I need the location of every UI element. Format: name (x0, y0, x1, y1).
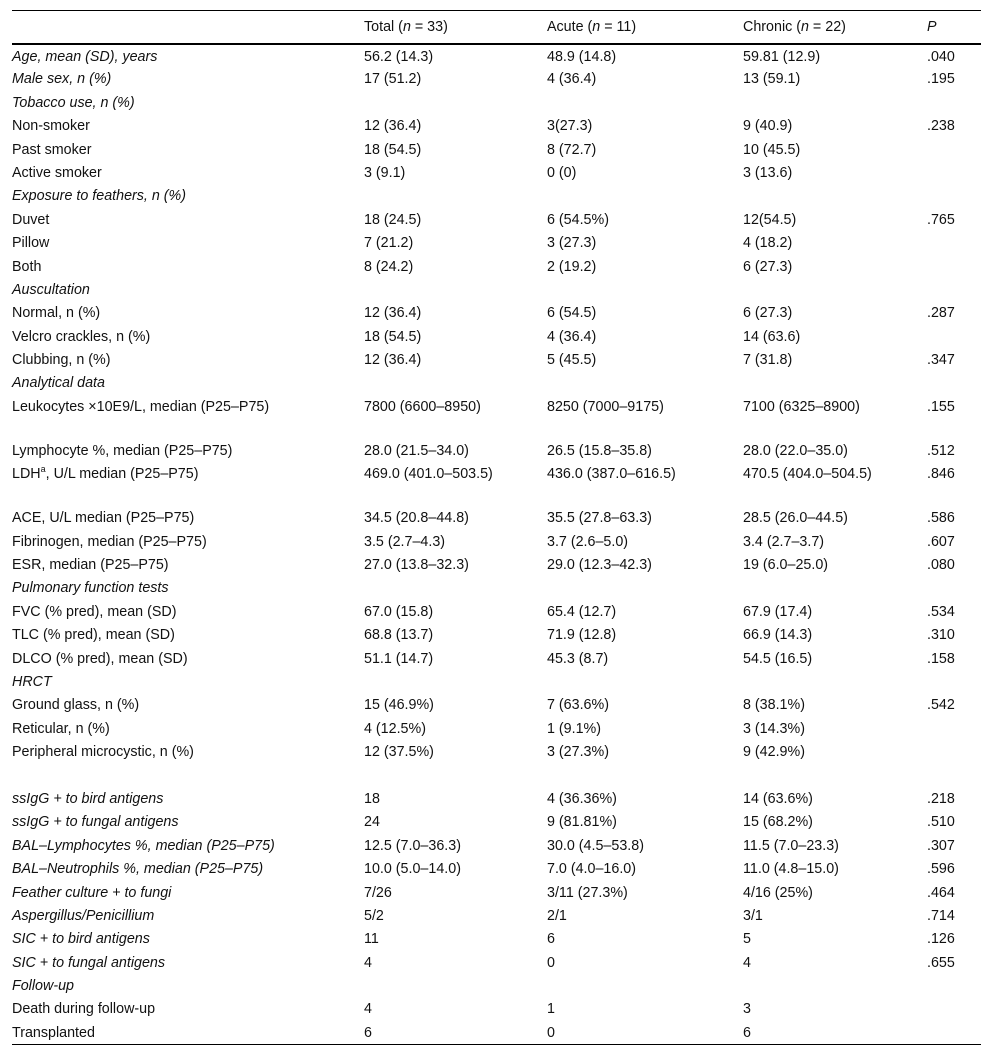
row-label: Fibrinogen, median (P25–P75) (12, 533, 207, 550)
cell-p (927, 255, 981, 278)
row-label: SIC + to bird antigens (12, 931, 150, 948)
cell-acute: 71.9 (12.8) (547, 627, 617, 644)
cell-chronic: 7100 (6325–8900) (743, 398, 860, 415)
header-label-blank (12, 11, 364, 45)
cell-acute: 3/11 (27.3%) (547, 884, 628, 901)
table-row (12, 904, 981, 927)
row-label: Exposure to feathers, n (%) (12, 188, 187, 205)
cell-acute: 3.7 (2.6–5.0) (547, 533, 629, 550)
cell-p: .586 (927, 510, 955, 527)
cell-p: .512 (927, 442, 955, 459)
cell-chronic: 3 (14.3%) (743, 720, 805, 737)
cell-acute: 6 (547, 931, 555, 948)
cell-total: 15 (46.9%) (364, 697, 434, 714)
row-label: Pillow (12, 235, 50, 252)
cell-p: .714 (927, 907, 955, 924)
cell-acute: 0 (547, 954, 555, 971)
cell-acute: 35.5 (27.8–63.3) (547, 510, 652, 527)
cell-p: .607 (927, 533, 955, 550)
cell-total: 7800 (6600–8950) (364, 398, 481, 415)
cell-p (927, 717, 981, 740)
cell-chronic: 8 (38.1%) (743, 697, 805, 714)
row-label: ssIgG + to bird antigens (12, 790, 164, 807)
cell-total (364, 371, 547, 394)
cell-p: .155 (927, 398, 955, 415)
header-acute: Acute (n = 11) (547, 11, 743, 45)
cell-p: .310 (927, 627, 955, 644)
row-label: Normal, n (%) (12, 305, 101, 322)
cell-chronic: 4/16 (25%) (743, 884, 813, 901)
cell-total: 68.8 (13.7) (364, 627, 434, 644)
row-label: Age, mean (SD), years (12, 49, 158, 65)
cell-chronic: 6 (27.3) (743, 258, 793, 275)
cell-chronic (743, 371, 927, 394)
cell-total: 27.0 (13.8–32.3) (364, 557, 469, 574)
table-row (12, 231, 981, 254)
cell-p: .158 (927, 650, 955, 667)
header-total: Total (n = 33) (364, 11, 547, 45)
cell-acute: 436.0 (387.0–616.5) (547, 466, 676, 483)
table-row (12, 951, 981, 974)
cell-total: 12 (36.4) (364, 305, 422, 322)
cell-total: 8 (24.2) (364, 258, 414, 275)
cell-chronic (743, 576, 927, 599)
cell-p (927, 974, 981, 997)
row-label: Active smoker (12, 164, 102, 181)
cell-p: .238 (927, 118, 955, 135)
row-label: Auscultation (12, 281, 90, 298)
cell-total: 12 (36.4) (364, 118, 422, 135)
cell-chronic: 470.5 (404.0–504.5) (743, 466, 872, 483)
cell-chronic: 3 (743, 1001, 751, 1018)
row-label: Duvet (12, 211, 50, 228)
characteristics-table (12, 10, 981, 1045)
row-label: Reticular, n (%) (12, 720, 110, 737)
cell-chronic: 4 (743, 954, 751, 971)
cell-chronic: 7 (31.8) (743, 352, 793, 369)
cell-total: 11 (364, 931, 379, 948)
cell-chronic: 12(54.5) (743, 211, 797, 228)
table-row (12, 693, 981, 716)
cell-total: 12 (37.5%) (364, 744, 434, 761)
cell-total: 7 (21.2) (364, 235, 414, 252)
cell-acute: 9 (81.81%) (547, 814, 617, 831)
table-row (12, 44, 981, 67)
table-row (12, 857, 981, 880)
cell-p (927, 576, 981, 599)
cell-p: .195 (927, 71, 955, 88)
cell-chronic: 15 (68.2%) (743, 814, 813, 831)
cell-p: .655 (927, 954, 955, 971)
table-row (12, 974, 981, 997)
cell-acute: 29.0 (12.3–42.3) (547, 557, 652, 574)
cell-p (927, 764, 981, 787)
row-label: FVC (% pred), mean (SD) (12, 603, 177, 620)
cell-acute (547, 764, 743, 787)
cell-p: .218 (927, 790, 955, 807)
cell-p (927, 740, 981, 763)
cell-total: 469.0 (401.0–503.5) (364, 466, 493, 483)
row-label: Follow-up (12, 978, 74, 995)
cell-acute: 4 (36.36%) (547, 790, 617, 807)
cell-acute: 65.4 (12.7) (547, 603, 617, 620)
row-label: Clubbing, n (%) (12, 352, 111, 369)
cell-total: 6 (364, 1021, 547, 1044)
table-row (12, 184, 981, 207)
cell-acute: 48.9 (14.8) (547, 49, 617, 65)
table-row (12, 161, 981, 184)
row-label: Peripheral microcystic, n (%) (12, 744, 194, 761)
cell-p: .126 (927, 931, 955, 948)
cell-acute: 5 (45.5) (547, 352, 597, 369)
cell-acute: 3 (27.3) (547, 235, 597, 252)
cell-p: .596 (927, 861, 955, 878)
row-label: BAL–Lymphocytes %, median (P25–P75) (12, 837, 275, 854)
cell-acute: 8 (72.7) (547, 141, 597, 158)
table-row (12, 810, 981, 833)
header-p: P (927, 11, 981, 45)
row-label: Lymphocyte %, median (P25–P75) (12, 442, 233, 459)
cell-total: 17 (51.2) (364, 71, 422, 88)
cell-chronic: 6 (743, 1021, 927, 1044)
cell-p (927, 1021, 981, 1044)
cell-acute (547, 278, 743, 301)
cell-acute: 3 (27.3%) (547, 744, 609, 761)
table-row (12, 787, 981, 810)
table-row (12, 553, 981, 576)
cell-acute (547, 576, 743, 599)
cell-total: 4 (364, 954, 372, 971)
cell-p (927, 91, 981, 114)
table-row (12, 91, 981, 114)
table-row (12, 67, 981, 90)
row-label: Feather culture + to fungi (12, 884, 172, 901)
cell-p (927, 325, 981, 348)
cell-chronic: 13 (59.1) (743, 71, 801, 88)
row-label: Leukocytes ×10E9/L, median (P25–P75) (12, 398, 270, 415)
cell-chronic: 9 (40.9) (743, 118, 793, 135)
cell-total: 12.5 (7.0–36.3) (364, 837, 461, 854)
cell-total: 10.0 (5.0–14.0) (364, 861, 461, 878)
cell-acute: 26.5 (15.8–35.8) (547, 442, 652, 459)
table-row (12, 530, 981, 553)
table-row (12, 717, 981, 740)
cell-p: .846 (927, 466, 955, 483)
table-row (12, 208, 981, 231)
cell-chronic (743, 670, 927, 693)
cell-acute: 7.0 (4.0–16.0) (547, 861, 637, 878)
cell-total (364, 974, 547, 997)
cell-total (364, 764, 547, 787)
cell-acute: 3(27.3) (547, 118, 593, 135)
cell-total: 3 (9.1) (364, 164, 406, 181)
cell-chronic: 9 (42.9%) (743, 744, 805, 761)
table-row (12, 462, 981, 506)
table-row (12, 647, 981, 670)
cell-acute: 8250 (7000–9175) (547, 398, 664, 415)
cell-chronic: 19 (6.0–25.0) (743, 557, 829, 574)
cell-chronic (743, 278, 927, 301)
cell-total: 12 (36.4) (364, 352, 422, 369)
cell-chronic (743, 184, 927, 207)
cell-p (927, 184, 981, 207)
cell-p: .080 (927, 557, 955, 574)
cell-chronic: 54.5 (16.5) (743, 650, 813, 667)
row-label: Non-smoker (12, 118, 90, 135)
cell-chronic: 10 (45.5) (743, 141, 801, 158)
cell-total: 18 (54.5) (364, 328, 422, 345)
cell-chronic: 59.81 (12.9) (743, 49, 821, 65)
row-label: TLC (% pred), mean (SD) (12, 627, 175, 644)
cell-p (927, 278, 981, 301)
cell-total (364, 670, 547, 693)
table-row (12, 576, 981, 599)
table-row (12, 623, 981, 646)
row-label: ESR, median (P25–P75) (12, 557, 169, 574)
cell-acute: 6 (54.5%) (547, 211, 609, 228)
cell-total (364, 91, 547, 114)
table-row (12, 881, 981, 904)
cell-total: 5/2 (364, 907, 384, 924)
table-row (12, 138, 981, 161)
cell-total: 7/26 (364, 884, 392, 901)
table-row (12, 301, 981, 324)
cell-total (364, 278, 547, 301)
table-row (12, 834, 981, 857)
cell-chronic: 67.9 (17.4) (743, 603, 813, 620)
row-label: DLCO (% pred), mean (SD) (12, 650, 188, 667)
table-row (12, 348, 981, 371)
cell-p: .542 (927, 697, 955, 714)
cell-p: .464 (927, 884, 955, 901)
table-row (12, 371, 981, 394)
table-row (12, 114, 981, 137)
cell-chronic: 14 (63.6) (743, 328, 801, 345)
row-label: BAL–Neutrophils %, median (P25–P75) (12, 861, 264, 878)
table-row (12, 670, 981, 693)
row-label: Aspergillus/Penicillium (12, 907, 155, 924)
table-row (12, 506, 981, 529)
cell-acute: 6 (54.5) (547, 305, 597, 322)
cell-chronic: 6 (27.3) (743, 305, 793, 322)
cell-acute (547, 91, 743, 114)
cell-chronic: 14 (63.6%) (743, 790, 813, 807)
table-row (12, 255, 981, 278)
cell-chronic: 3 (13.6) (743, 164, 793, 181)
cell-acute: 1 (9.1%) (547, 720, 602, 737)
cell-p: .510 (927, 814, 955, 831)
cell-acute: 2/1 (547, 907, 567, 924)
cell-total: 4 (364, 1001, 372, 1018)
cell-acute: 4 (36.4) (547, 328, 597, 345)
cell-p (927, 371, 981, 394)
cell-p: .765 (927, 211, 955, 228)
table-row (12, 325, 981, 348)
row-label: Tobacco use, n (%) (12, 94, 135, 111)
cell-chronic (743, 91, 927, 114)
cell-p: .534 (927, 603, 955, 620)
cell-acute (547, 184, 743, 207)
row-label: HRCT (12, 673, 52, 690)
cell-total: 18 (54.5) (364, 141, 422, 158)
cell-total: 3.5 (2.7–4.3) (364, 533, 446, 550)
cell-chronic: 28.5 (26.0–44.5) (743, 510, 848, 527)
header-chronic: Chronic (n = 22) (743, 11, 927, 45)
cell-total (364, 576, 547, 599)
row-label: SIC + to fungal antigens (12, 954, 166, 971)
cell-p (927, 231, 981, 254)
row-label: Past smoker (12, 141, 92, 158)
row-label: Both (12, 258, 42, 275)
cell-acute (547, 371, 743, 394)
row-label: Pulmonary function tests (12, 580, 169, 597)
cell-acute: 1 (547, 1001, 555, 1018)
header-row (12, 11, 981, 45)
row-label: ACE, U/L median (P25–P75) (12, 510, 195, 527)
cell-chronic: 5 (743, 931, 751, 948)
table-row (12, 600, 981, 623)
cell-acute: 7 (63.6%) (547, 697, 609, 714)
table-row (12, 278, 981, 301)
cell-acute (547, 974, 743, 997)
cell-p: .287 (927, 305, 955, 322)
table-row (12, 764, 981, 787)
row-label: Transplanted (12, 1021, 364, 1044)
cell-acute: 2 (19.2) (547, 258, 597, 275)
row-label (12, 764, 364, 787)
cell-acute: 0 (0) (547, 164, 577, 181)
table-row (12, 439, 981, 462)
cell-chronic: 3/1 (743, 907, 763, 924)
row-label: Male sex, n (%) (12, 71, 112, 88)
cell-total: 67.0 (15.8) (364, 603, 434, 620)
table-row (12, 927, 981, 950)
cell-p: .307 (927, 837, 955, 854)
table-body (12, 44, 981, 1044)
cell-total (364, 184, 547, 207)
row-label: Velcro crackles, n (%) (12, 328, 151, 345)
cell-total: 4 (12.5%) (364, 720, 426, 737)
cell-total: 18 (364, 790, 380, 807)
cell-total: 51.1 (14.7) (364, 650, 434, 667)
cell-acute: 30.0 (4.5–53.8) (547, 837, 644, 854)
cell-total: 28.0 (21.5–34.0) (364, 442, 469, 459)
row-label: Analytical data (12, 375, 105, 392)
cell-chronic: 28.0 (22.0–35.0) (743, 442, 848, 459)
cell-acute: 45.3 (8.7) (547, 650, 609, 667)
cell-acute: 4 (36.4) (547, 71, 597, 88)
cell-p (927, 161, 981, 184)
row-label: Death during follow-up (12, 1001, 156, 1018)
table-row (12, 997, 981, 1020)
cell-chronic: 4 (18.2) (743, 235, 793, 252)
cell-total: 24 (364, 814, 380, 831)
cell-p (927, 138, 981, 161)
cell-p (927, 670, 981, 693)
cell-chronic (743, 974, 927, 997)
cell-p (927, 997, 981, 1020)
table-row (12, 740, 981, 763)
cell-chronic: 11.0 (4.8–15.0) (743, 861, 839, 878)
cell-total: 56.2 (14.3) (364, 49, 434, 65)
row-label: Ground glass, n (%) (12, 697, 140, 714)
table-row (12, 1021, 981, 1044)
cell-chronic (743, 764, 927, 787)
cell-p: .347 (927, 352, 955, 369)
cell-acute (547, 670, 743, 693)
cell-total: 34.5 (20.8–44.8) (364, 510, 469, 527)
cell-p: .040 (927, 49, 955, 65)
cell-chronic: 66.9 (14.3) (743, 627, 813, 644)
cell-chronic: 11.5 (7.0–23.3) (743, 837, 839, 854)
cell-chronic: 3.4 (2.7–3.7) (743, 533, 825, 550)
cell-total: 18 (24.5) (364, 211, 422, 228)
row-label: LDH$^a$, U/L median (P25–P75) (12, 464, 199, 483)
table-row (12, 395, 981, 439)
cell-acute: 0 (547, 1021, 743, 1044)
row-label: ssIgG + to fungal antigens (12, 814, 179, 831)
